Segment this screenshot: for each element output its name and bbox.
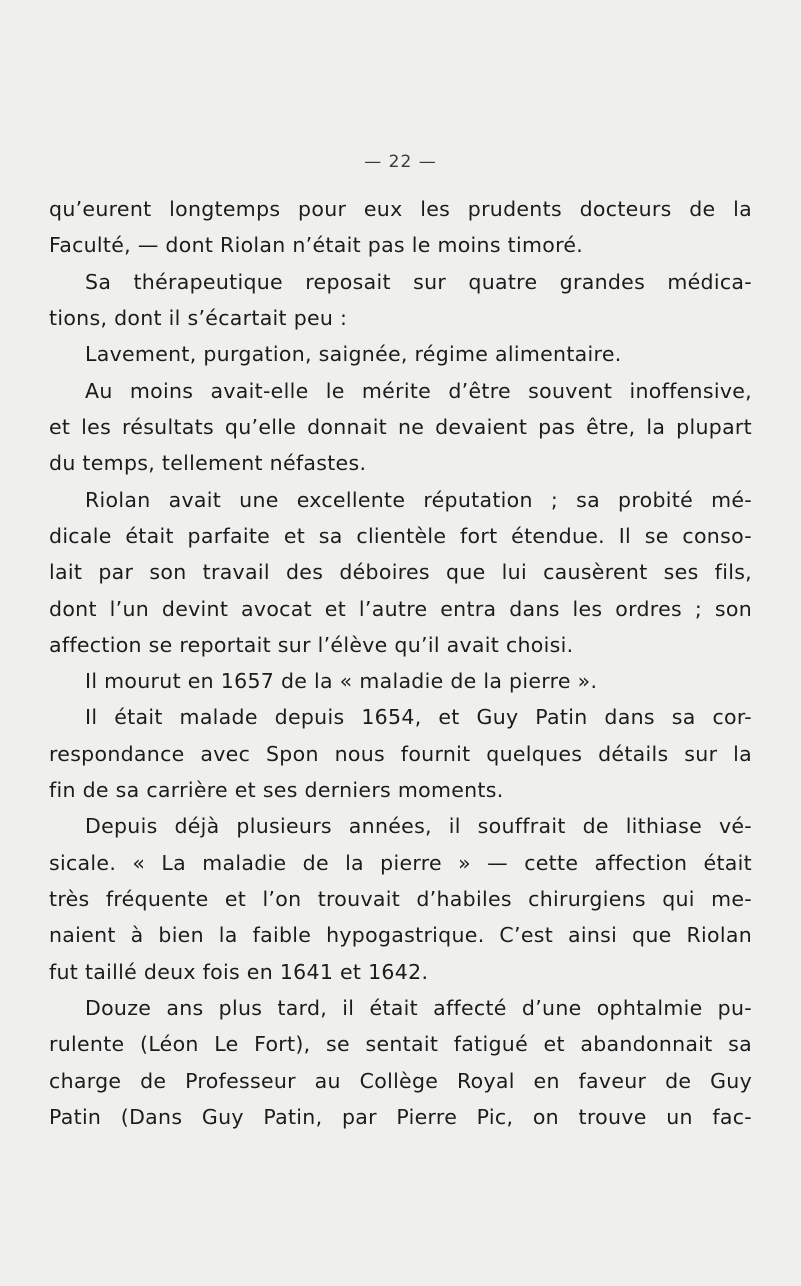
text-line: Riolan avait une excellente réputation ; sa probité mé-	[85, 488, 752, 512]
text-line: Patin (Dans Guy Patin, par Pierre Pic, on trouve un fac-	[49, 1105, 752, 1129]
text-line: tions, dont il s’écartait peu :	[49, 306, 348, 330]
text-line: naient à bien la faible hypogastrique. C’est ainsi que Riolan	[49, 923, 752, 947]
text-line: du temps, tellement néfastes.	[49, 451, 367, 475]
text-line: Il était malade depuis 1654, et Guy Patin dans sa cor-	[85, 705, 752, 729]
text-line: Depuis déjà plusieurs années, il souffrait de lithiase vé-	[85, 814, 752, 838]
text-line: affection se reportait sur l’élève qu’il avait choisi.	[49, 633, 574, 657]
text-line: lait par son travail des déboires que lui causèrent ses fils,	[49, 560, 752, 584]
text-line: Lavement, purgation, saignée, régime alimentaire.	[85, 342, 622, 366]
text-line: très fréquente et l’on trouvait d’habiles chirurgiens qui me-	[49, 887, 752, 911]
text-line: fut taillé deux fois en 1641 et 1642.	[49, 960, 429, 984]
text-line: Douze ans plus tard, il était affecté d’une ophtalmie pu-	[85, 996, 752, 1020]
text-line: charge de Professeur au Collège Royal en faveur de Guy	[49, 1069, 752, 1093]
text-line: rulente (Léon Le Fort), se sentait fatigué et abandonnait sa	[49, 1032, 752, 1056]
text-line: qu’eurent longtemps pour eux les prudents docteurs de la	[49, 197, 752, 221]
text-line: sicale. « La maladie de la pierre » — cette affection était	[49, 851, 752, 875]
text-line: et les résultats qu’elle donnait ne devaient pas être, la plupart	[49, 415, 752, 439]
text-line: respondance avec Spon nous fournit quelques détails sur la	[49, 742, 752, 766]
text-line: Faculté, — dont Riolan n’était pas le moins timoré.	[49, 233, 584, 257]
text-line: dont l’un devint avocat et l’autre entra dans les ordres ; son	[49, 597, 752, 621]
text-line: Au moins avait-elle le mérite d’être souvent inoffensive,	[85, 379, 752, 403]
text-line: fin de sa carrière et ses derniers moments.	[49, 778, 504, 802]
text-line: Sa thérapeutique reposait sur quatre grandes médica-	[85, 270, 752, 294]
page-number: — 22 —	[364, 152, 437, 172]
text-line: Il mourut en 1657 de la « maladie de la pierre ».	[85, 669, 598, 693]
text-line: dicale était parfaite et sa clientèle fort étendue. Il se conso-	[49, 524, 752, 548]
